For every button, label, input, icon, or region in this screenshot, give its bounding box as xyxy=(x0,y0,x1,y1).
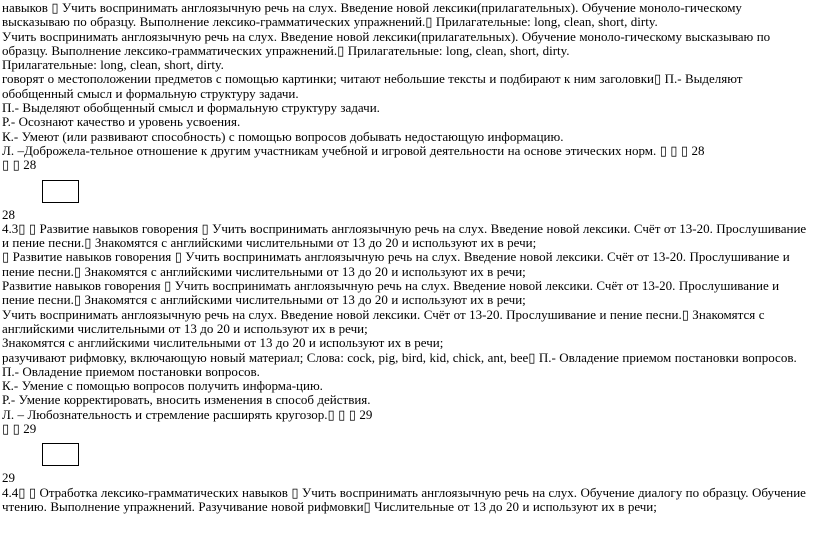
empty-cell-box xyxy=(42,443,79,466)
paragraph: Р.- Умение корректировать, вносить изменения в способ действия. xyxy=(2,392,371,408)
page-number: 29 xyxy=(2,470,15,486)
paragraph: П.- Овладение приемом постановки вопросов. xyxy=(2,363,260,379)
empty-cell-box xyxy=(42,180,79,203)
paragraph: ▯ ▯ 29 xyxy=(2,421,37,437)
paragraph: разучивают рифмовку, включающую новый материал; Слова: cock, pig, bird, kid, chick, ant, bee▯ П.- Овладение приемом постановки вопросов. xyxy=(2,349,797,365)
paragraph: Л. – Любознательность и стремление расширять кругозор.▯ ▯ ▯ 29 xyxy=(2,406,373,422)
paragraph: Учить воспринимать англоязычную речь на слух. Введение новой лексики(прилагательных). Обучение моноло-гическому высказываю по образцу. Выполнение лексико-грамматических упражнений.▯ Прилагательные: long, clean, short, dirty. xyxy=(2,28,771,58)
paragraph: 4.4▯ ▯ Отработка лексико-грамматических навыков ▯ Учить воспринимать англоязычную речь на слух. Обучение диалогу по образцу. Обучение чтению. Выполнение упражнений. Разучивание новой рифмовки▯ Числительные от 13 до 20 и используют их в речи; xyxy=(2,484,806,514)
paragraph: ▯ Развитие навыков говорения ▯ Учить воспринимать англоязычную речь на слух. Введение новой лексики. Счёт от 13-20. Прослушивание и пение песни.▯ Знакомятся с английскими числительными от 13 до 20 и используют их в речи; xyxy=(2,249,790,279)
paragraph: навыков ▯ Учить воспринимать англоязычную речь на слух. Введение новой лексики(прилагательных). Обучение моноло-гическому высказываю по образцу. Выполнение лексико-грамматических упражнений.▯ Прилагательные: long, clean, short, dirty. xyxy=(2,0,742,30)
paragraph: К.- Умение с помощью вопросов получить информа-цию. xyxy=(2,378,323,394)
paragraph: Знакомятся с английскими числительными от 13 до 20 и используют их в речи; xyxy=(2,335,444,351)
paragraph: говорят о местоположении предметов с помощью картинки; читают небольшие тексты и подбирают к ним заголовки▯ П.- Выделяют обобщенный смысл и формальную структуру задачи. xyxy=(2,71,743,101)
paragraph: Прилагательные: long, clean, short, dirty. xyxy=(2,57,224,73)
paragraph: К.- Умеют (или развивают способность) с помощью вопросов добывать недостающую информацию. xyxy=(2,128,564,144)
paragraph: 4.3▯ ▯ Развитие навыков говорения ▯ Учить воспринимать англоязычную речь на слух. Введение новой лексики. Счёт от 13-20. Прослушивание и пение песни.▯ Знакомятся с английскими числительными от 13 до 20 и используют их в речи; xyxy=(2,220,807,251)
paragraph: Л. –Доброжела-тельное отношение к другим участникам учебной и игровой деятельности на основе этических норм. ▯ ▯ ▯ 28 xyxy=(2,142,705,158)
paragraph: Развитие навыков говорения ▯ Учить воспринимать англоязычную речь на слух. Введение новой лексики. Счёт от 13-20. Прослушивание и пение песни.▯ Знакомятся с английскими числительными от 13 до 20 и используют их в речи; xyxy=(2,278,780,308)
page-number: 28 xyxy=(2,206,15,222)
paragraph: Р.- Осознают качество и уровень усвоения. xyxy=(2,114,241,130)
paragraph: П.- Выделяют обобщенный смысл и формальную структуру задачи. xyxy=(2,100,380,116)
paragraph: Учить воспринимать англоязычную речь на слух. Введение новой лексики. Счёт от 13-20. Прослушивание и пение песни.▯ Знакомятся с английскими числительными от 13 до 20 и используют их в речи; xyxy=(2,306,765,336)
paragraph: ▯ ▯ 28 xyxy=(2,157,37,173)
